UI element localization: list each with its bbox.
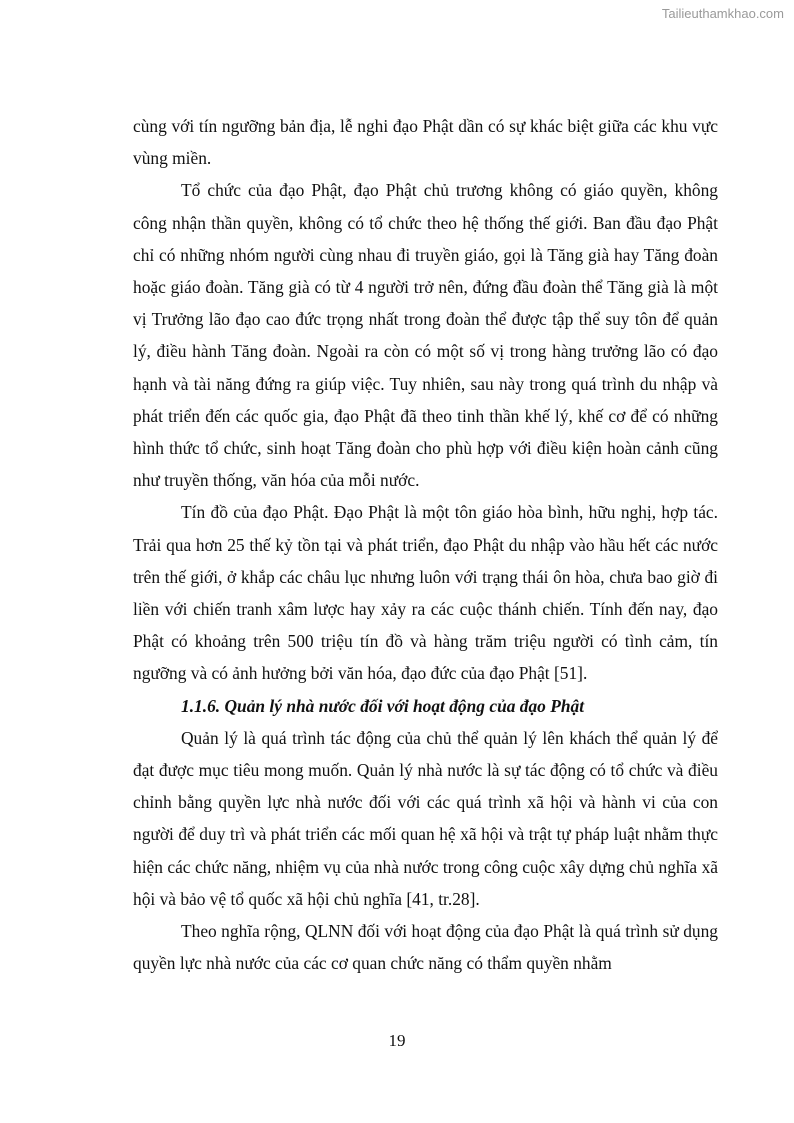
paragraph-organization: Tổ chức của đạo Phật, đạo Phật chủ trương không có giáo quyền, không công nhận thần quyền, không có tổ chức theo hệ thống thế giới. Ban đầu đạo Phật chỉ có những nhóm người cùng nhau đi truyền giáo, gọi là Tăng già hay Tăng đoàn hoặc giáo đoàn. Tăng già có từ 4 người trở nên, đứng đầu đoàn thể Tăng già là một vị Trưởng lão đạo cao đức trọng nhất trong đoàn thể được tập thể suy tôn để quản lý, điều hành Tăng đoàn. Ngoài ra còn có một số vị trong hàng trưởng lão có đạo hạnh và tài năng đứng ra giúp việc. Tuy nhiên, sau này trong quá trình du nhập và phát triển đến các quốc gia, đạo Phật đã theo tinh thần khế lý, khế cơ để có những hình thức tổ chức, sinh hoạt Tăng đoàn cho phù hợp với điều kiện hoàn cảnh cũng như truyền thống, văn hóa của mỗi nước. [133,180,718,491]
document-body [133,110,718,979]
paragraph-continuation: cùng với tín ngưỡng bản địa, lễ nghi đạo Phật dần có sự khác biệt giữa các khu vực vùng miền. [133,116,718,169]
watermark: Tailieuthamkhao.com [661,6,784,21]
section-heading: 1.1.6. Quản lý nhà nước đối với hoạt động của đạo Phật [181,695,585,716]
paragraph-management: Quản lý là quá trình tác động của chủ thể quản lý lên khách thể quản lý để đạt được mục tiêu mong muốn. Quản lý nhà nước là sự tác động có tổ chức và điều chỉnh bằng quyền lực nhà nước đối với các quá trình xã hội và hành vi của con người để duy trì và phát triển các mối quan hệ xã hội và trật tự pháp luật nhằm thực hiện các chức năng, nhiệm vụ của nhà nước trong công cuộc xây dựng chủ nghĩa xã hội và bảo vệ tổ quốc xã hội chủ nghĩa [41, tr.28]. [133,727,718,909]
page-number: 19 [388,1031,406,1050]
paragraph-broad-sense: Theo nghĩa rộng, QLNN đối với hoạt động của đạo Phật là quá trình sử dụng quyền lực nhà nước của các cơ quan chức năng có thẩm quyền nhằm [133,921,718,974]
paragraph-followers: Tín đồ của đạo Phật. Đạo Phật là một tôn giáo hòa bình, hữu nghị, hợp tác. Trải qua hơn 25 thế kỷ tồn tại và phát triển, đạo Phật du nhập vào hầu hết các nước trên thế giới, ở khắp các châu lục nhưng luôn với trạng thái ôn hòa, chưa bao giờ đi liền với chiến tranh xâm lược hay xảy ra các cuộc thánh chiến. Tính đến nay, đạo Phật có khoảng trên 500 triệu tín đồ và hàng trăm triệu người có tình cảm, tín ngưỡng và có ảnh hưởng bởi văn hóa, đạo đức của đạo Phật [51]. [133,502,718,684]
